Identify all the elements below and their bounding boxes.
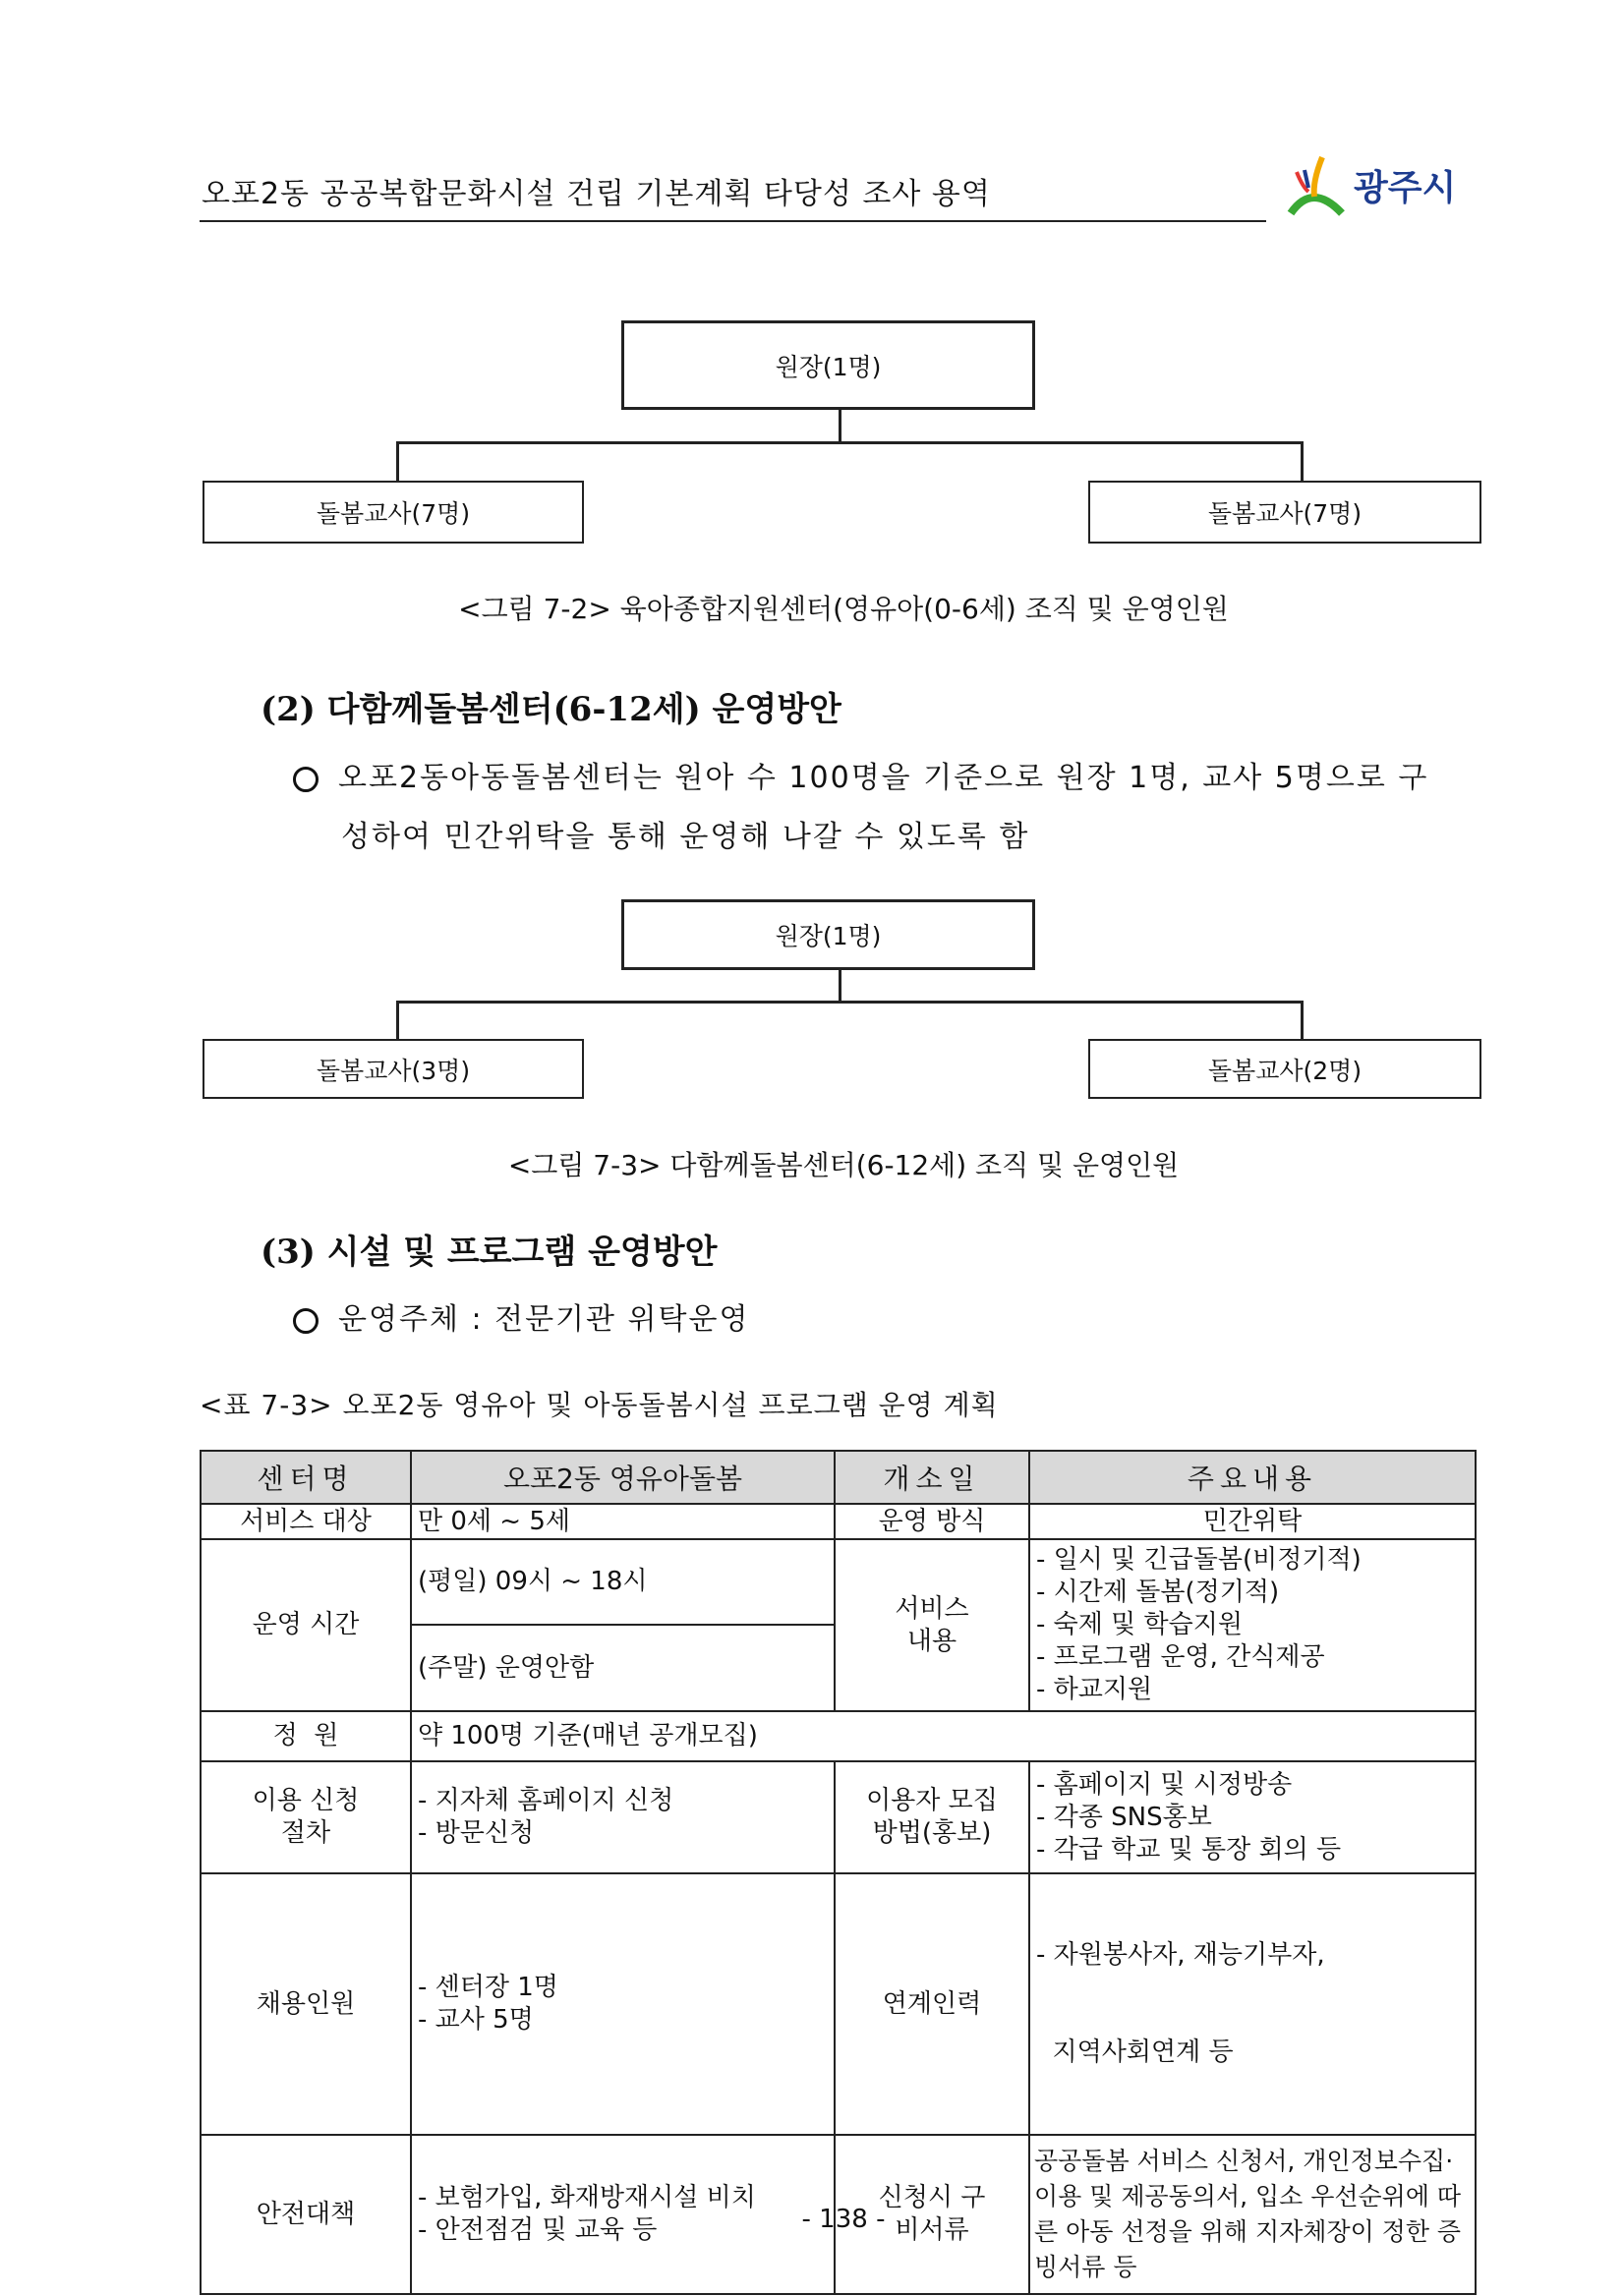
connector (396, 1001, 1304, 1004)
list-item: - 홈페이지 및 시정방송 (1036, 1769, 1293, 1800)
list-item: - 하교지원 (1036, 1675, 1153, 1704)
list-item: - 각급 학교 및 통장 회의 등 (1036, 1834, 1342, 1865)
table-row (201, 1504, 1476, 1539)
list-item: - 센터장 1명 (418, 1973, 558, 2002)
org-box-teachers-left: 돌봄교사(3명) (203, 1039, 584, 1099)
cell (1029, 1539, 1476, 1711)
cell (1029, 1873, 1476, 2135)
cell: 운영 시간 (201, 1539, 411, 1711)
table-row (201, 1539, 1476, 1625)
header-title: 오포2동 공공복합문화시설 건립 기본계획 타당성 조사 용역 (202, 177, 991, 211)
list-item: - 숙제 및 학습지원 (1036, 1610, 1243, 1639)
org-box-director: 원장(1명) (621, 899, 1035, 970)
table-title: <표 7-3> 오포2동 영유아 및 아동돌봄시설 프로그램 운영 계획 (200, 1389, 999, 1421)
header-cell: 오포2동 영유아돌봄 (411, 1451, 835, 1504)
list-item: - 교사 5명 (418, 2005, 534, 2035)
cell: 서비스 대상 (201, 1504, 411, 1539)
cell: 민간위탁 (1029, 1504, 1476, 1539)
cell: 안전대책 (201, 2135, 411, 2294)
circle-bullet-icon (293, 1308, 319, 1334)
connector (396, 1001, 399, 1040)
list-item: 지역사회연계 등 (1036, 2038, 1234, 2067)
section-heading: (3) 시설 및 프로그램 운영방안 (261, 1233, 718, 1272)
connector (839, 970, 841, 1003)
page-number: - 138 - (801, 2205, 886, 2234)
list-item: - 프로그램 운영, 간식제공 (1036, 1642, 1325, 1672)
table-row (201, 1761, 1476, 1873)
table-row (201, 1873, 1476, 2135)
connector (839, 410, 841, 443)
cell: 운영 방식 (835, 1504, 1029, 1539)
cell: 공공돌봄 서비스 신청서, 개인정보수집·이용 및 제공동의서, 입소 우선순위에 따른 아동 선정을 위해 지자체장이 정한 증빙서류 등 (1029, 2135, 1476, 2294)
connector (1301, 1001, 1304, 1040)
header-cell: 센터명 (201, 1451, 411, 1504)
cell: 연계인력 (835, 1873, 1029, 2135)
city-emblem-icon (1283, 152, 1352, 221)
header-rule (200, 220, 1266, 222)
circle-bullet-icon (293, 767, 319, 792)
paragraph-line: 운영주체 : 전문기관 위탁운영 (338, 1302, 750, 1337)
figure-caption: <그림 7-3> 다함께돌봄센터(6-12세) 조직 및 운영인원 (507, 1149, 1180, 1181)
org-box-teachers-right: 돌봄교사(2명) (1088, 1039, 1481, 1099)
cell (411, 1873, 835, 2135)
list-item: - 자원봉사자, 재능기부자, (1036, 1940, 1325, 1970)
connector (396, 441, 399, 481)
header-cell: 주요내용 (1029, 1451, 1476, 1504)
org-box-teachers-left: 돌봄교사(7명) (203, 481, 584, 544)
connector (1301, 441, 1304, 481)
connector (396, 441, 1304, 444)
cell (1029, 1761, 1476, 1873)
city-logo (1283, 152, 1470, 221)
cell: 만 0세 ~ 5세 (411, 1504, 835, 1539)
org-box-teachers-right: 돌봄교사(7명) (1088, 481, 1481, 544)
list-item: - 지자체 홈페이지 신청 (418, 1786, 674, 1815)
cell: 약 100명 기준(매년 공개모집) (411, 1711, 1476, 1761)
cell: 이용자 모집 방법(홍보) (835, 1761, 1029, 1873)
bullet-paragraph (293, 1291, 749, 1349)
list-item: - 방문신청 (418, 1818, 535, 1848)
list-item: - 각종 SNS홍보 (1036, 1802, 1212, 1832)
cell: 정 원 (201, 1711, 411, 1761)
table-row (201, 1711, 1476, 1761)
org-box-director: 원장(1명) (621, 320, 1035, 410)
cell: 채용인원 (201, 1873, 411, 2135)
cell (411, 1761, 835, 1873)
list-item: - 시간제 돌봄(정기적) (1036, 1578, 1280, 1607)
cell: (주말) 운영안함 (411, 1625, 835, 1711)
section-heading: (2) 다함께돌봄센터(6-12세) 운영방안 (261, 690, 841, 729)
figure-caption: <그림 7-2> 육아종합지원센터(영유아(0-6세) 조직 및 운영인원 (458, 593, 1229, 625)
list-item: - 안전점검 및 교육 등 (418, 2215, 658, 2245)
cell: 이용 신청절차 (201, 1761, 411, 1873)
list-item: - 보험가입, 화재방재시설 비치 (418, 2183, 756, 2212)
header-cell: 개소일 (835, 1451, 1029, 1504)
paragraph-line: 오포2동아동돌봄센터는 원아 수 100명을 기준으로 원장 1명, 교사 5명으로 구 (338, 761, 1429, 795)
bullet-paragraph (293, 749, 1428, 867)
paragraph-line: 성하여 민간위탁을 통해 운영해 나갈 수 있도록 함 (341, 820, 1030, 854)
cell: 서비스 내용 (835, 1539, 1029, 1711)
list-item: - 일시 및 긴급돌봄(비정기적) (1036, 1545, 1362, 1575)
cell: (평일) 09시 ~ 18시 (411, 1539, 835, 1625)
cell: 신청시 구비서류 (835, 2135, 1029, 2294)
table-header-row (201, 1451, 1476, 1504)
program-table (200, 1450, 1477, 2295)
logo-text: 광주시 (1354, 168, 1457, 208)
